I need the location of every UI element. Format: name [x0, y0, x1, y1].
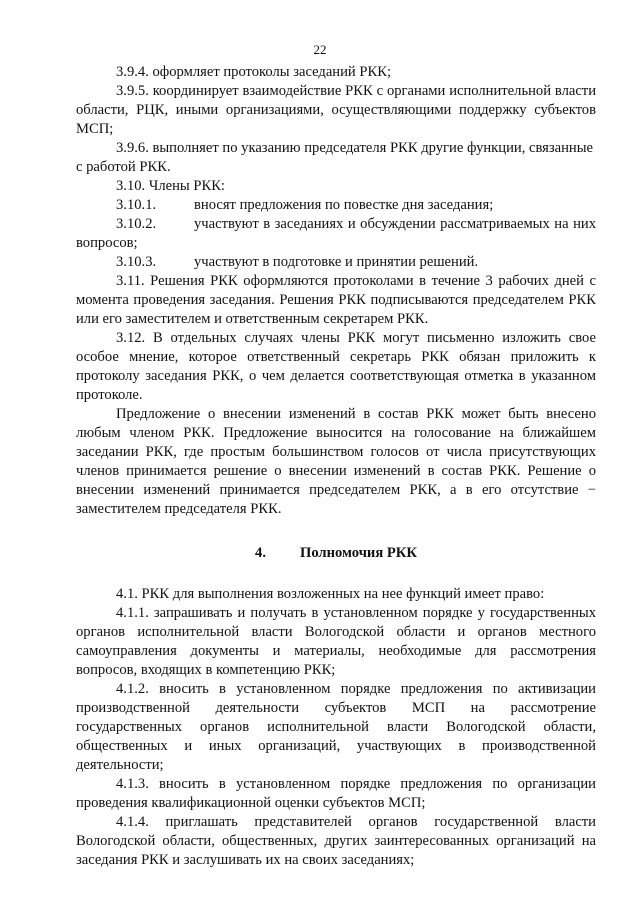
item-number: 3.10.3.: [116, 254, 157, 270]
section-number: 4.: [255, 545, 266, 561]
paragraph-4-1-1: 4.1.1. запрашивать и получать в установленном порядке у государственных органов исполнительной власти Вологодской области и органов местного самоуправления документы и материалы, необходимые для рассмотрения вопросов, входящих в компетенцию РКК;: [76, 605, 596, 678]
section-title: Полномочия РКК: [299, 545, 417, 561]
item-text: участвуют в заседаниях и обсуждении рассматриваемых на них вопросов;: [76, 216, 596, 251]
paragraph-3-9-4: 3.9.4. оформляет протоколы заседаний РКК;: [116, 64, 392, 80]
document-body: [76, 63, 596, 870]
item-text: вносят предложения по повестке дня заседания;: [194, 197, 494, 213]
paragraph-4-1: 4.1. РКК для выполнения возложенных на нее функций имеет право:: [116, 586, 545, 602]
item-number: 3.10.2.: [116, 216, 157, 232]
paragraph-4-1-3: 4.1.3. вносить в установленном порядке предложения по организации проведения квалификационной оценки субъектов МСП;: [76, 776, 596, 811]
section-heading: [76, 544, 596, 563]
item-text: участвуют в подготовке и принятии решений.: [194, 254, 479, 270]
paragraph-3-10: 3.10. Члены РКК:: [116, 178, 225, 194]
paragraph-3-9-5: 3.9.5. координирует взаимодействие РКК с органами исполнительной власти области, РЦК, иными организациями, осуществляющими поддержку субъектов МСП;: [76, 83, 596, 137]
list-item-3-10-2: [76, 215, 596, 253]
paragraph-3-11: 3.11. Решения РКК оформляются протоколами в течение 3 рабочих дней с момента проведения заседания. Решения РКК подписываются председателем РКК или его заместителем и ответственным секретарем РКК.: [76, 273, 596, 327]
list-item-3-10-1: [76, 196, 596, 215]
list-item-3-10-3: [76, 253, 596, 272]
paragraph-4-1-2: 4.1.2. вносить в установленном порядке предложения по активизации производственной деятельности субъектов МСП на рассмотрение государственных органов исполнительной власти Вологодской области, общественных и иных организаций, участвующих в производственной деятельности;: [76, 681, 596, 773]
page-number: 22: [313, 42, 327, 57]
paragraph-3-12: 3.12. В отдельных случаях члены РКК могут письменно изложить свое особое мнение, которое ответственный секретарь РКК обязан приложить к протоколу заседания РКК, о чем делается соответствующая отметка в указанном протоколе.: [76, 330, 596, 403]
paragraph-composition-change: Предложение о внесении изменений в состав РКК может быть внесено любым членом РКК. Предложение выносится на голосование на ближайшем заседании РКК, где простым большинством голосов от числа присутствующих членов принимается решение о внесении изменений в состав РКК. Решение о внесении изменений принимается председателем РКК, а в его отсутствие − заместителем председателя РКК.: [76, 406, 596, 517]
paragraph-3-9-6: 3.9.6. выполняет по указанию председателя РКК другие функции, связанные с работой РКК.: [76, 140, 594, 175]
item-number: 3.10.1.: [116, 197, 157, 213]
paragraph-4-1-4: 4.1.4. приглашать представителей органов государственной власти Вологодской области, общественных, других заинтересованных организаций на заседания РКК и заслушивать их на своих заседаниях;: [76, 814, 596, 868]
